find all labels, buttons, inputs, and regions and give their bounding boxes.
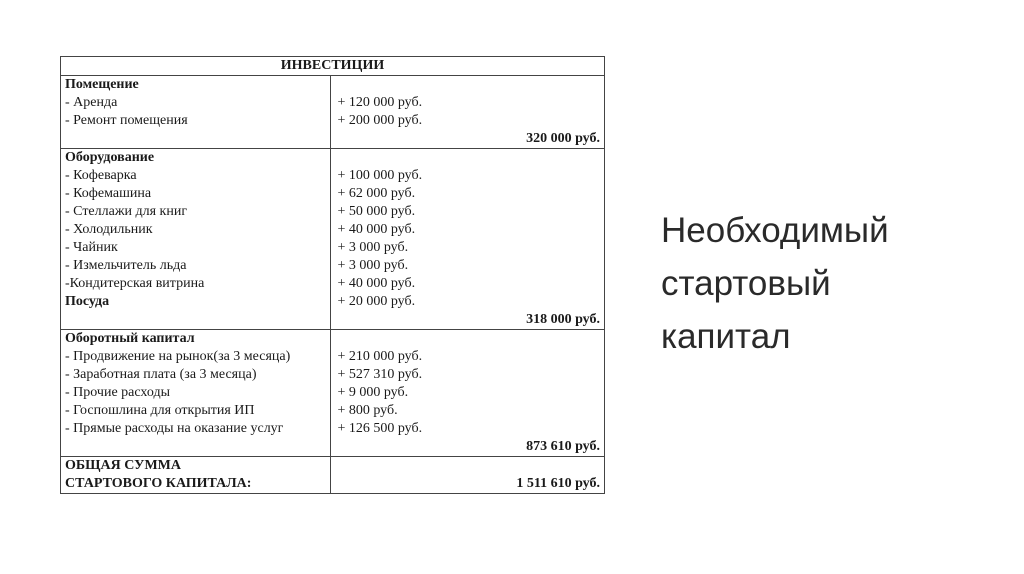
item-label: -Кондитерская витрина (65, 276, 205, 291)
item-value: + 40 000 руб. (337, 276, 416, 291)
item-value: + 9 000 руб. (337, 385, 409, 400)
grand-total-label (61, 457, 331, 494)
section-total: 318 000 руб. (526, 312, 600, 327)
section-values (331, 76, 605, 149)
item-label: - Кофеварка (65, 168, 137, 183)
table-section (61, 149, 605, 330)
item-label: - Аренда (65, 95, 118, 110)
item-value: + 800 руб. (337, 403, 398, 418)
item-value: + 40 000 руб. (337, 222, 416, 237)
slide-title-line: Необходимый (661, 211, 889, 250)
item-label: - Чайник (65, 240, 118, 255)
item-label: - Стеллажи для книг (65, 204, 188, 219)
item-value: + 20 000 руб. (337, 294, 416, 309)
item-value: + 100 000 руб. (337, 168, 423, 183)
item-label: - Прямые расходы на оказание услуг (65, 421, 284, 436)
item-label: - Холодильник (65, 222, 153, 237)
grand-total-row (61, 457, 605, 494)
item-label: - Кофемашина (65, 186, 152, 201)
investment-table (60, 56, 605, 494)
item-value: + 120 000 руб. (337, 95, 423, 110)
item-value: + 210 000 руб. (337, 349, 423, 364)
grand-total-value: 1 511 610 руб. (516, 476, 600, 491)
slide-title-line: капитал (661, 317, 791, 356)
grand-total-cell (331, 457, 605, 494)
table-header-row (61, 57, 605, 76)
section-total: 873 610 руб. (526, 439, 600, 454)
section-title: Помещение (65, 77, 139, 92)
item-value: + 3 000 руб. (337, 240, 409, 255)
section-labels (61, 76, 331, 149)
table-header: ИНВЕСТИЦИИ (61, 57, 605, 76)
item-label: - Госпошлина для открытия ИП (65, 403, 255, 418)
item-value: + 200 000 руб. (337, 113, 423, 128)
section-values (331, 330, 605, 457)
item-label: - Заработная плата (за 3 месяца) (65, 367, 257, 382)
item-value: + 126 500 руб. (337, 421, 423, 436)
section-total: 320 000 руб. (526, 131, 600, 146)
item-value: + 527 310 руб. (337, 367, 423, 382)
table-section (61, 76, 605, 149)
section-labels (61, 149, 331, 330)
item-value: + 62 000 руб. (337, 186, 416, 201)
section-values (331, 149, 605, 330)
item-label: Посуда (65, 294, 110, 309)
item-label: - Прочие расходы (65, 385, 170, 400)
grand-total-label-line: ОБЩАЯ СУММА (65, 458, 181, 473)
section-title: Оборотный капитал (65, 331, 195, 346)
item-label: - Продвижение на рынок(за 3 месяца) (65, 349, 291, 364)
item-value: + 50 000 руб. (337, 204, 416, 219)
section-title: Оборудование (65, 150, 155, 165)
table-section (61, 330, 605, 457)
item-label: - Измельчитель льда (65, 258, 187, 273)
grand-total-label-line: СТАРТОВОГО КАПИТАЛА: (65, 476, 252, 491)
item-label: - Ремонт помещения (65, 113, 188, 128)
slide-title-line: стартовый (661, 264, 831, 303)
slide-title (661, 204, 889, 363)
item-value: + 3 000 руб. (337, 258, 409, 273)
section-labels (61, 330, 331, 457)
